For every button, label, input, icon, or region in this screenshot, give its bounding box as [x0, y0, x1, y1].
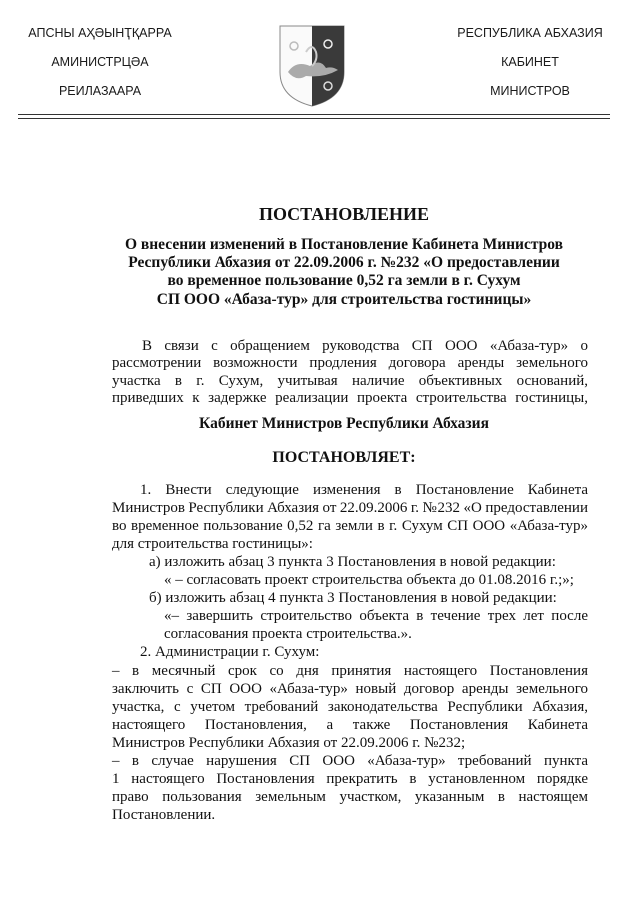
body-line: – в месячный срок со дня принятия настоящего Постановления — [112, 662, 588, 679]
coat-of-arms-emblem — [276, 22, 348, 108]
body-line: 1. Внести следующие изменения в Постановление Кабинета — [140, 482, 588, 498]
document-type-heading: ПОСТАНОВЛЕНИЕ — [258, 204, 430, 224]
body-line: право пользования земельным участком, указанным в настоящем — [112, 788, 588, 805]
body-line: участка, с учетом требований законодательства Республики Абхазия, — [112, 698, 588, 715]
decrees-heading: ПОСТАНОВЛЯЕТ: — [272, 449, 416, 466]
header-right-line-3: МИНИСТРОВ — [490, 84, 570, 98]
body-line: для строительства гостиницы»: — [112, 536, 313, 553]
header-right-line-2: КАБИНЕТ — [501, 55, 559, 69]
subject-line: СП ООО «Абаза-тур» для строительства гостиницы» — [156, 291, 532, 308]
body-line: «– завершить строительство объекта в течение трех лет после — [164, 608, 588, 625]
body-line: Министров Республики Абхазия от 22.09.2006 г. №232 «О предоставлении — [112, 500, 588, 517]
subject-line: во временное пользование 0,52 га земли в г. Сухум — [167, 272, 521, 289]
header-divider — [18, 118, 610, 119]
preamble-line: приведших к задержке реализации проекта строительства гостиницы, — [112, 390, 588, 406]
body-line: заключить с СП ООО «Абаза-тур» новый договор аренды земельного — [112, 680, 588, 697]
body-line: Постановлении. — [112, 806, 216, 823]
issuer-heading: Кабинет Министров Республики Абхазия — [199, 415, 489, 432]
body-line: – в случае нарушения СП ООО «Абаза-тур» требований пункта — [112, 752, 588, 769]
preamble-line: В связи с обращением руководства СП ООО «Абаза-тур» о — [142, 338, 588, 354]
preamble-line: рассмотрении возможности продления договора аренды земельного — [112, 355, 588, 371]
header-right-line-1: РЕСПУБЛИКА АБХАЗИЯ — [457, 26, 603, 40]
header-left-line-1: АПСНЫ АҲӘЫНҬҚАРРА — [28, 26, 172, 40]
header-divider — [18, 114, 610, 115]
subject-line: Республики Абхазия от 22.09.2006 г. №232 «О предоставлении — [128, 254, 560, 271]
body-line: 1 настоящего Постановления прекратить в установленном порядке — [112, 770, 588, 787]
header-left-line-3: РЕИЛАЗААРА — [58, 84, 142, 98]
body-line: во временное пользование 0,52 га земли в г. Сухум СП ООО «Абаза-тур» — [112, 518, 588, 535]
subject-line: О внесении изменений в Постановление Кабинета Министров — [124, 236, 564, 253]
preamble-line: участка в г. Сухум, учитывая наличие объективных оснований, — [112, 373, 588, 389]
body-line: б) изложить абзац 4 пункта 3 Постановления в новой редакции: — [149, 590, 557, 607]
body-line: « – согласовать проект строительства объекта до 01.08.2016 г.;»; — [164, 572, 574, 589]
body-line: согласования проекта строительства.». — [164, 626, 412, 643]
body-line: 2. Администрации г. Сухум: — [140, 644, 320, 661]
body-line: а) изложить абзац 3 пункта 3 Постановления в новой редакции: — [149, 554, 556, 571]
body-line: Министров Республики Абхазия от 22.09.2006 г. №232; — [112, 734, 466, 751]
header-left-line-2: АМИНИСТРЦӘА — [51, 55, 149, 69]
body-line: настоящего Постановления, а также Постановления Кабинета — [112, 716, 588, 733]
